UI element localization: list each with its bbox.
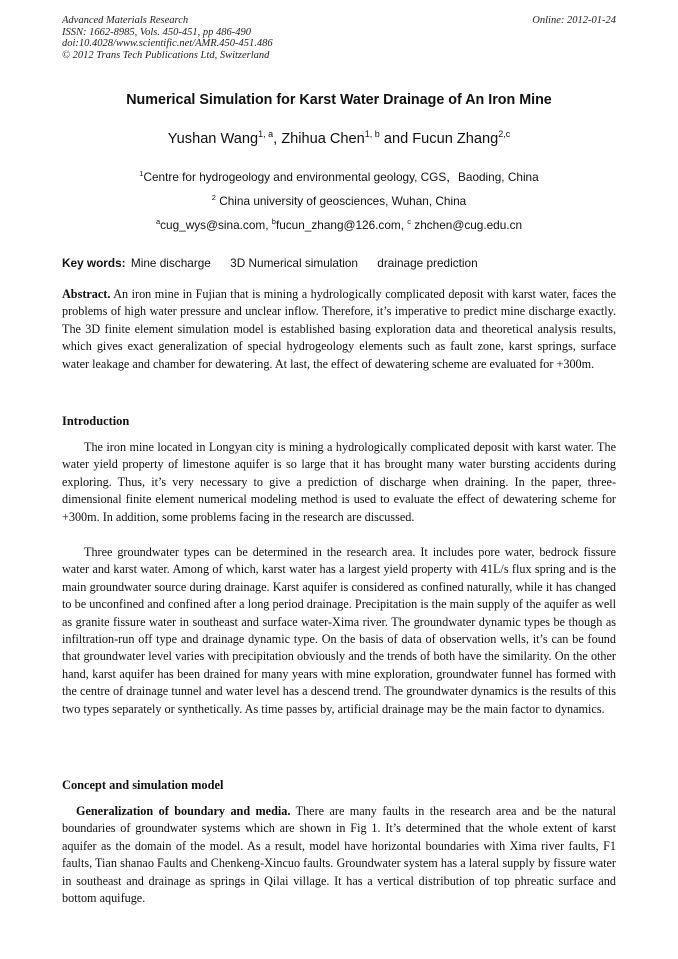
- author-name: Fucun Zhang: [412, 131, 499, 147]
- keywords-line: [62, 256, 616, 270]
- author-sup: 1, b: [364, 129, 380, 139]
- email-address[interactable]: cug_wys@sina.com,: [160, 218, 272, 232]
- keyword: drainage prediction: [377, 256, 478, 270]
- keyword: Mine discharge: [130, 256, 211, 270]
- email-sup: a: [155, 217, 161, 226]
- author-name: Yushan Wang: [167, 131, 259, 147]
- author-list: [0, 129, 678, 147]
- online-date: Online: 2012-01-24: [532, 15, 616, 26]
- keywords-label: Key words:: [62, 256, 126, 270]
- introduction-heading: Introduction: [62, 414, 130, 428]
- author-sup: 1, a: [258, 129, 274, 139]
- concept-heading: Concept and simulation model: [62, 778, 224, 792]
- affiliation-text: Centre for hydrogeology and environmental geology, CGS，Baoding, China: [143, 170, 539, 184]
- author-separator: and: [379, 131, 413, 147]
- abstract-label: Abstract.: [62, 287, 111, 301]
- author-separator: ,: [273, 131, 282, 147]
- intro-paragraph-2: Three groundwater types can be determined in the research area. It includes pore water, bedrock fissure water and karst water. Among of which, karst water has a largest yield property with 41L/s flux spring and is the main groundwater source during drainage. Karst aquifer is considered as confined naturally, while it has changed to be unconfined and confined after a long period drainage. Precipitation is the main supply of the aquifer as well as granite fissure water in southeast and surface water-Xima river. The groundwater dynamic types be though as infiltration-run off type and drainage dynamic type. On the basis of data of observation wells, it’s can be found that groundwater level varies with precipitation obviously and the trends of both have the similarity. On the other hand, karst aquifer has been drained for many years with mine exploration, groundwater funnel has formed with the centre of drainage tunnel and water level has a descend trend. The groundwater dynamics is the results of this two types separately or synthetically. As time passes by, artificial drainage may be the main factor to dynamics.: [62, 545, 616, 716]
- email-address[interactable]: zhchen@cug.edu.cn: [411, 218, 523, 232]
- author-sup: 2,c: [498, 129, 511, 139]
- author-name: Zhihua Chen: [281, 131, 365, 147]
- intro-paragraph-1: The iron mine located in Longyan city is mining a hydrologically complicated deposit with karst water. The water yield property of limestone aquifer is so large that it has brought many water bursting accidents during exploring. Thus, it’s very necessary to give a prediction of discharge when draining. In the paper, three-dimensional finite element numerical modeling method is used to evaluate the effect of dewatering scheme for +300m. In addition, some problems facing in the research are discussed.: [62, 440, 616, 524]
- keyword: 3D Numerical simulation: [230, 256, 358, 270]
- copyright-line: © 2012 Trans Tech Publications Ltd, Switzerland: [62, 49, 270, 61]
- email-list: [0, 217, 678, 232]
- affiliation-sup: 2: [211, 193, 216, 202]
- generalization-text: There are many faults in the research area and be the natural boundaries of groundwater systems which are shown in Fig 1. It’s determined that the whole extent of karst aquifer as the domain of the model. As a result, model have horizontal boundaries with Xima river faults, F1 faults, Tian shanao Faults and Chenkeng-Xincuo faults. Groundwater system has a lateral supply by fissure water in southeast and drainage as springs in Qilai village. It has a vertical distribution of top phreatic surface and bottom aquifuge.: [62, 804, 616, 906]
- generalization-paragraph: [62, 803, 616, 907]
- affiliation-text: China university of geosciences, Wuhan, China: [215, 194, 467, 208]
- email-address[interactable]: fucun_zhang@126.com,: [275, 218, 408, 232]
- email-sup: c: [407, 217, 412, 226]
- affiliation-sup: 1: [139, 169, 144, 178]
- abstract-paragraph: [62, 286, 616, 373]
- generalization-lead: Generalization of boundary and media.: [76, 804, 291, 818]
- journal-header: [62, 15, 616, 61]
- doi-line: doi:10.4028/www.scientific.net/AMR.450-451.486: [62, 38, 273, 49]
- issn-line: ISSN: 1662-8985, Vols. 450-451, pp 486-490: [62, 26, 251, 38]
- paper-title: Numerical Simulation for Karst Water Drainage of An Iron Mine: [126, 92, 552, 108]
- email-sup: b: [271, 217, 276, 226]
- journal-name: Advanced Materials Research: [62, 15, 189, 26]
- affiliation-2: [0, 193, 678, 208]
- affiliation-1: [0, 168, 678, 185]
- abstract-text: An iron mine in Fujian that is mining a hydrologically complicated deposit with karst water, faces the problems of high water pressure and unclear inflow. Therefore, it’s imperative to predict mine discharge exactly. The 3D finite element simulation model is established basing exploration data and theoretical analysis results, which gives exact generalization of special hydrogeology elements such as fault zone, karst springs, surface water leakage and chamber for dewatering. At last, the effect of dewatering scheme are evaluated for +300m.: [62, 287, 616, 371]
